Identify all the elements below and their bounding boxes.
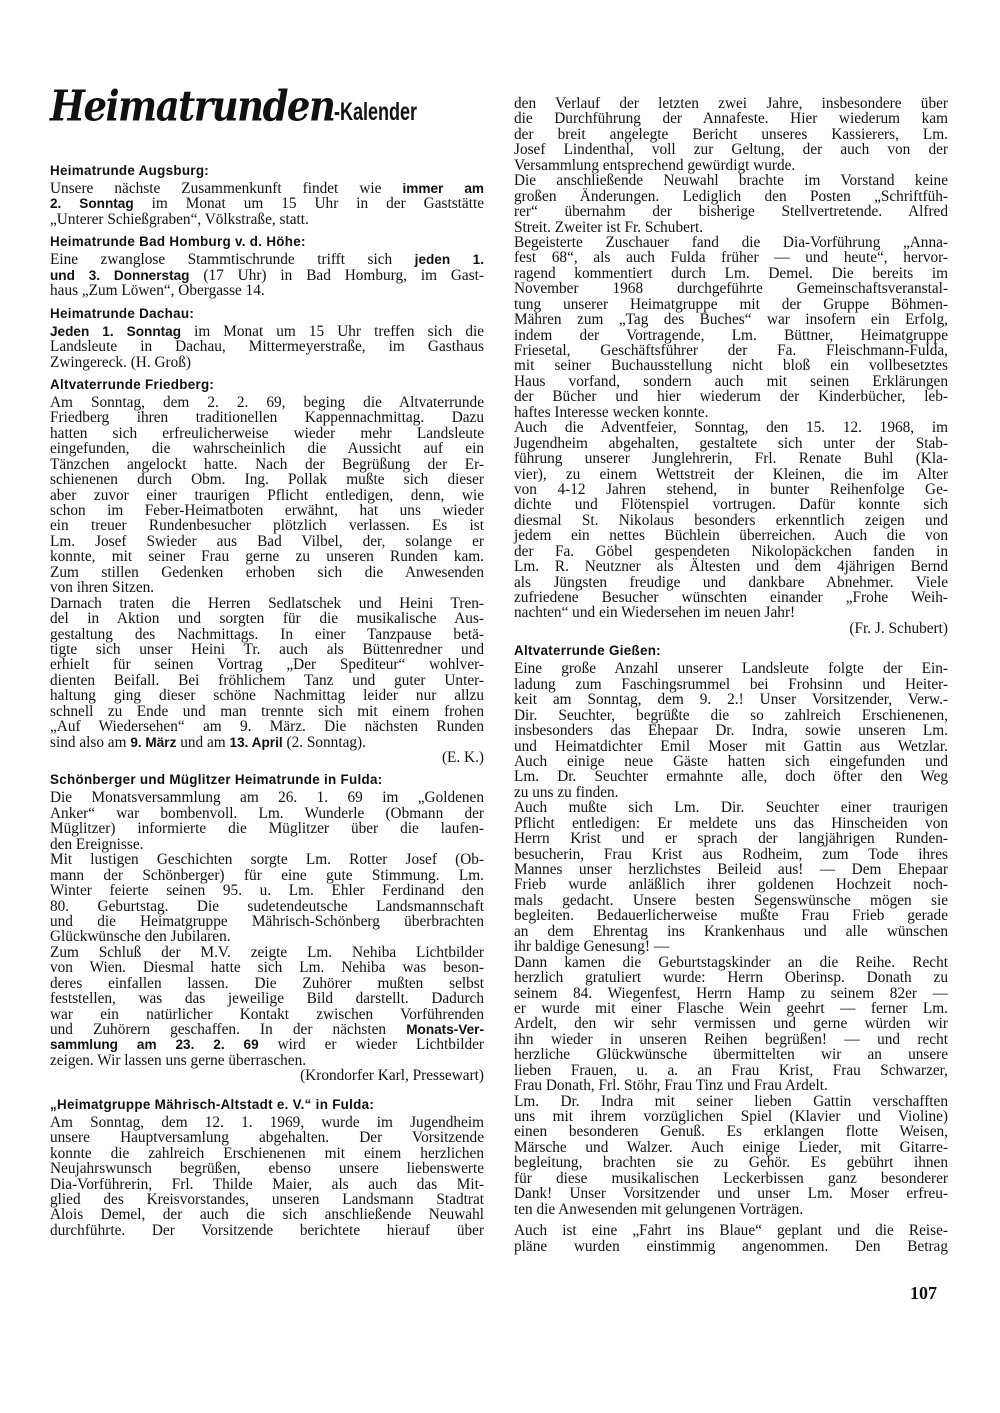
text-line: schienenen durch Obm. Ing. Pollak mußte sich dieser: [50, 471, 484, 489]
text-line: [50, 181, 484, 196]
text-line: Dank! Unser Vorsitzender und unser Lm. Moser erfreu-: [514, 1185, 948, 1203]
text-line: ten die Anwesenden mit gelungenen Vorträgen.: [514, 1200, 804, 1218]
text-line: ladung zum Faschingsrummel bei Frohsinn und Heiter-: [514, 675, 948, 693]
text-line: feststellen, was das jeweilige Bild darstellt. Dadurch: [50, 990, 484, 1008]
paragraph: [514, 1223, 948, 1254]
text-line: konnte, mit seiner Frau gerne zu unseren Runden kam.: [50, 548, 484, 566]
text-line: nachten“ und ein Wiedersehen im neuen Jahr!: [514, 604, 796, 622]
text-line: Am Sonntag, dem 2. 2. 69, beging die Altvaterrunde: [50, 393, 484, 411]
right-column-body: [514, 96, 948, 1254]
text-line: Auch einige neue Gäste hatten sich eingefunden und: [514, 752, 948, 770]
text-line: Tänzchen angelockt hatte. Nach der Begrüßung der Er-: [50, 455, 484, 473]
text-line: er wurde mit einer Flasche Wein geehrt — ferner Lm.: [514, 999, 948, 1017]
text-line: besucherin, Frau Krist aus Rodheim, zum Tode ihres: [514, 845, 948, 863]
text-line: Dia-Vorführerin, Frl. Thilde Maier, als auch das Mit-: [50, 1175, 484, 1193]
text-line: mit seiner Buchausstellung nicht bloß ein vollbesetztes: [514, 357, 948, 375]
paragraph: [50, 790, 484, 852]
text-line: herzlich gratuliert wurde: Herrn Oberinsp. Donath zu: [514, 969, 948, 987]
text-line: seinem 84. Wiegenfest, Herrn Hamp zu seinem 82er —: [514, 984, 948, 1002]
text-line: haus „Zum Löwen“, Obergasse 14.: [50, 282, 265, 300]
paragraph: [514, 1094, 948, 1218]
text-line: lieben Frauen, u. a. an Frau Krist, Frau Schwarzer,: [514, 1061, 948, 1079]
text-line: Zwingereck. (H. Groß): [50, 353, 192, 371]
signature: (Krondorfer Karl, Pressewart): [300, 1067, 484, 1085]
bold-text: 9. März: [130, 734, 177, 750]
text-line: ein treuer Rundenbesucher plötzlich verlassen. Es ist: [50, 517, 484, 535]
text-line: Zum Schluß der M.V. zeigte Lm. Nehiba Lichtbilder: [50, 943, 484, 961]
text-line: zu uns zu finden.: [514, 783, 619, 801]
text-line: führung unserer Junglehrerin, Frl. Renate Buhl (Kla-: [514, 450, 948, 468]
paragraph: [50, 1115, 484, 1239]
text-line: insbesonders das Ehepaar Dr. Indra, sowie unseren Lm.: [514, 722, 948, 740]
text-line: Friedberg ihren traditionellen Kappennachmittag. Dazu: [50, 409, 484, 427]
title-rest: -Kalender: [334, 98, 418, 126]
text-line: [50, 268, 484, 283]
text-line: Jugendheim abgehalten, gestaltete sich unter der Stab-: [514, 434, 948, 452]
page-number: 107: [910, 1283, 937, 1303]
text-line: [50, 196, 484, 211]
text-line: tung unserer Heimatgruppe mit der Gruppe Böhmen-: [514, 295, 948, 313]
bold-text: Monats-Ver-: [406, 1022, 484, 1038]
text-line: mann der Schönberger) für eine gute Stimmung. Lm.: [50, 866, 484, 884]
text-line: an dem Ehrentag ins Krankenhaus und alle wünschen: [514, 922, 948, 940]
text-segment: im Monat um 15 Uhr in der Gaststätte: [133, 195, 484, 213]
text-line: [50, 252, 484, 267]
text-line: eingefunden, die wahrscheinlich die Aussicht auf ein: [50, 440, 484, 458]
text-line: einen besonderen Genuß. Es erklangen flotte Weisen,: [514, 1123, 948, 1141]
text-line: [50, 1037, 484, 1052]
text-segment: und Zuhörern geschaffen. In der nächsten: [50, 1021, 407, 1039]
bold-text: Jeden 1. Sonntag: [50, 323, 182, 339]
text-line: diesmal St. Nikolaus besonders erkenntlich zeigen und: [514, 511, 948, 529]
text-line: Am Sonntag, dem 12. 1. 1969, wurde im Jugendheim: [50, 1113, 484, 1131]
text-line: Frau Donath, Frl. Stöhr, Frau Tinz und Frau Ardelt.: [514, 1077, 828, 1095]
text-line: mals gedacht. Unsere besten Segenswünsche mögen sie: [514, 891, 948, 909]
signature: (E. K.): [441, 749, 484, 766]
text-line: Auch die Adventfeier, Sonntag, den 15. 12. 1968, im: [514, 419, 948, 437]
bold-text: 2. Sonntag: [50, 196, 134, 212]
text-line: Die Monatsversammlung am 26. 1. 69 im „Goldenen: [50, 789, 484, 807]
text-line: Neujahrswunsch begrüßen, ebenso unsere liebenswerte: [50, 1160, 484, 1178]
text-line: Streit. Zweiter ist Fr. Schubert.: [514, 218, 704, 236]
section-heading: Altvaterrunde Gießen:: [514, 643, 661, 659]
text-line: der Bücher und hier wiederum der Kinderbücher, leb-: [514, 388, 948, 406]
text-line: Herrn Krist und er sprach der langjährigen Runden-: [514, 830, 948, 848]
text-segment: im Monat um 15 Uhr treffen sich die: [181, 322, 485, 340]
text-line: für diese musikalischen Leckerbissen ganz besonderer: [514, 1169, 948, 1187]
text-line: die Durchführung der Annafeste. Hier wiederum kam: [514, 110, 948, 128]
text-line: haltung ging dieser schöne Nachmittag leider nur allzu: [50, 687, 484, 705]
right-column: [514, 96, 948, 1254]
text-line: Josef Lindenthal, voll zur Geltung, der auch von der: [514, 141, 948, 159]
bold-text: und 3. Donnerstag: [50, 267, 190, 283]
text-line: herzliche Glückwünsche übermittelten wir an unsere: [514, 1046, 948, 1064]
section-heading: Heimatrunde Bad Homburg v. d. Höhe:: [50, 234, 306, 250]
text-line: „Auf Wiedersehen“ am 9. März. Die nächsten Runden: [50, 718, 484, 736]
text-line: November 1968 durchgeführte Gemeinschaftsveranstal-: [514, 280, 948, 298]
bold-text: immer am: [402, 181, 484, 196]
left-column: [50, 80, 485, 1239]
paragraph: [514, 420, 948, 621]
text-line: erhielt für seinen Vortrag „Der Spediteur“ wohlver-: [50, 656, 484, 674]
text-line: aber zuvor einer traurigen Pflicht entledigen, denn, wie: [50, 486, 484, 504]
text-line: Müglitzer) informierte die Müglitzer über die laufen-: [50, 820, 484, 838]
text-line: indem der Vortragende, Lm. Büttner, Heimatgruppe: [514, 326, 948, 344]
paragraph: [50, 181, 484, 227]
text-line: begleiten. Bedauerlicherweise mußte Frau Frieb gerade: [514, 907, 948, 925]
text-line: Lm. Josef Swieder aus Bad Vilbel, der, solange er: [50, 532, 484, 550]
text-segment: (2. Sonntag).: [282, 733, 366, 751]
paragraph: [50, 596, 484, 750]
title-script: Heimatrunden: [50, 80, 335, 132]
text-line: war ein natürlicher Kontakt zwischen Vorführenden: [50, 1005, 484, 1023]
text-line: der breit angelegte Bericht unseres Kassierers, Lm.: [514, 125, 948, 143]
text-line: Anker“ war bombenvoll. Lm. Wunderle (Obmann der: [50, 804, 484, 822]
text-line: Lm. Dr. Seuchter ermahnte alle, doch öfter den Weg: [514, 768, 948, 786]
text-line: jedem ein nettes Büchlein überreichen. Auch die von: [514, 527, 948, 545]
text-line: Ardelt, den wir sehr vermissen und gerne würden wir: [514, 1015, 948, 1033]
text-line: großen Änderungen. Lediglich den Posten „Schriftfüh-: [514, 187, 948, 205]
bold-text: sammlung am 23. 2. 69: [50, 1037, 259, 1053]
text-line: ragend kommentiert durch Lm. Demel. Die bereits im: [514, 264, 948, 282]
text-line: [50, 735, 484, 750]
text-line: gestaltung des Nachmittags. In einer Tanzpause betä-: [50, 625, 484, 643]
text-line: Mannes unser herzlichstes Beileid aus! — Dem Ehepaar: [514, 861, 948, 879]
text-line: unsere Hauptversamlung abgehalten. Der Vorsitzende: [50, 1129, 484, 1147]
text-line: Eine große Anzahl unserer Landsleute folgte der Ein-: [514, 660, 948, 678]
text-segment: Unsere nächste Zusammenkunft findet wie: [50, 180, 403, 197]
text-line: und die Heimatgruppe Mährisch-Schönberg überbrachten: [50, 912, 484, 930]
text-line: Dann kamen die Geburtstagskinder an die Reihe. Recht: [514, 953, 948, 971]
text-line: Versammlung entsprechend gewürdigt wurde.: [514, 156, 796, 174]
paragraph: [514, 96, 948, 173]
paragraph: [514, 173, 948, 235]
text-line: Auch mußte sich Lm. Dir. Seuchter einer traurigen: [514, 799, 948, 817]
text-line: begleitung, brachten sie zu Gehör. Es gebührt ihnen: [514, 1154, 948, 1172]
bold-text: 13. April: [229, 734, 283, 750]
text-line: Zum stillen Gedenken erhoben sich die Anwesenden: [50, 563, 484, 581]
paragraph: [50, 852, 484, 945]
text-segment: und am: [176, 733, 230, 751]
text-line: Darnach traten die Herren Sedlatschek und Heini Tren-: [50, 594, 484, 612]
section-heading: Altvaterrunde Friedberg:: [50, 376, 215, 392]
text-line: deres einfallen lassen. Die Zuhörer mußten selbst: [50, 974, 484, 992]
text-line: rer“ übernahm der bisherige Stellvertretende. Alfred: [514, 203, 948, 221]
text-line: den Ereignisse.: [50, 835, 144, 853]
text-line: Haus vorfand, sondern auch mit seinen Erklärungen: [514, 372, 948, 390]
signature: (Fr. J. Schubert): [849, 619, 948, 637]
text-line: schon im Feber-Heimatboten erwähnt, hat uns wieder: [50, 502, 484, 519]
section-heading: Heimatrunde Dachau:: [50, 305, 195, 321]
text-line: haftes Interesse wecken konnte.: [514, 403, 709, 421]
text-line: Friesetal, Geschäftsführer der Fa. Fleischmann-Fulda,: [514, 342, 948, 359]
text-line: durchführte. Der Vorsitzende berichtete hierauf über: [50, 1221, 484, 1239]
text-line: Lm. Dr. Indra mit seiner lieben Gattin verschafften: [514, 1092, 948, 1110]
text-line: dichte und Flötenspiel vortrugen. Dafür konnte sich: [514, 496, 948, 514]
text-line: schnell zu Ende und man trennte sich mit einem frohen: [50, 702, 484, 720]
page-title: [50, 80, 484, 156]
text-line: fest 68“, als auch Fulda früher — und heute“, hervor-: [514, 249, 948, 267]
text-line: Märsche und Walzer. Auch einige Lieder, mit Gitarre-: [514, 1138, 948, 1156]
section-heading: „Heimatgruppe Mährisch-Altstadt e. V.“ in Fulda:: [50, 1096, 375, 1112]
text-line: „Unterer Schießgraben“, Völkstraße, statt.: [50, 210, 309, 228]
text-line: Winter feierte seinen 95. u. Lm. Ehler Ferdinand den: [50, 882, 484, 900]
text-line: Mit lustigen Geschichten sorgte Lm. Rotter Josef (Ob-: [50, 851, 484, 869]
text-line: ihn wieder in unseren Reihen begrüßen! — und recht: [514, 1030, 948, 1048]
text-line: [50, 324, 484, 339]
text-line: von 4-12 Jahren stehend, in bunter Reihenfolge Ge-: [514, 480, 948, 498]
text-segment: Eine zwanglose Stammtischrunde trifft sich: [50, 251, 415, 269]
section-heading: Schönberger und Müglitzer Heimatrunde in Fulda:: [50, 772, 383, 788]
text-line: tigte sich unser Heini Tr. auch als Büttenredner und: [50, 640, 484, 658]
text-line: dienten Beifall. Bei fröhlichem Tanz und guter Unter-: [50, 671, 484, 689]
text-line: Landsleute in Dachau, Mittermeyerstraße, im Gasthaus: [50, 338, 484, 356]
text-line: del in Aktion und sorgten für die musikalische Aus-: [50, 610, 484, 628]
text-line: von ihren Sitzen.: [50, 579, 155, 597]
text-line: vier), zu einem Wettstreit der Kleinen, die im Alter: [514, 465, 948, 483]
text-line: uns mit ihrem vorzüglichen Spiel (Klavier und Violine): [514, 1108, 948, 1126]
text-line: hatten sich erfreulicherweise wieder mehr Landsleute: [50, 424, 484, 442]
bold-text: jeden 1.: [414, 252, 484, 268]
text-line: der Fa. Göbel gespendeten Nikolopäckchen fanden in: [514, 542, 948, 560]
text-line: ihr baldige Genesung! —: [514, 938, 670, 956]
text-line: pläne wurden einstimmig angenommen. Den Betrag: [514, 1237, 948, 1255]
text-segment: wird er wieder Lichtbilder: [258, 1036, 484, 1054]
text-line: konnte die zahlreich Erschienenen mit einem herzlichen: [50, 1144, 484, 1162]
text-line: Auch ist eine „Fahrt ins Blaue“ geplant und die Reise-: [514, 1222, 948, 1240]
text-line: Frieb wurde anläßlich ihrer goldenen Hochzeit noch-: [514, 876, 948, 894]
paragraph: [50, 324, 484, 370]
left-column-body: [50, 163, 484, 1238]
text-segment: (17 Uhr) in Bad Homburg, im Gast-: [189, 266, 484, 284]
paragraph: [514, 661, 948, 800]
section-heading: Heimatrunde Augsburg:: [50, 163, 210, 178]
text-line: Mähren zum „Tag des Buches“ war insofern ein Erfolg,: [514, 311, 948, 329]
text-segment: sind also am: [50, 733, 131, 751]
paragraph: [50, 252, 484, 298]
text-line: Die anschließende Neuwahl brachte im Vorstand keine: [514, 172, 948, 190]
text-line: als Jüngsten freudige und dankbare Abnehmer. Viele: [514, 573, 948, 591]
text-line: 80. Geburtstag. Die sudetendeutsche Landsmannschaft: [50, 897, 484, 915]
text-line: keit am Sonntag, dem 9. 2.! Unser Vorsitzender, Verw.-: [514, 691, 948, 709]
text-line: [50, 1022, 484, 1037]
text-line: Begeisterte Zuschauer fand die Dia-Vorführung „Anna-: [514, 233, 948, 251]
text-line: und Heimatdichter Emil Moser mit Gattin aus Wetzlar.: [514, 737, 948, 755]
paragraph: [50, 395, 484, 596]
text-line: den Verlauf der letzten zwei Jahre, insbesondere über: [514, 95, 948, 112]
text-line: zeigen. Wir lassen uns gerne überraschen.: [50, 1051, 307, 1069]
paragraph: [50, 945, 484, 1069]
text-line: von Wien. Diesmal hatte sich Lm. Nehiba was beson-: [50, 959, 484, 977]
text-line: Glückwünsche den Jubilaren.: [50, 928, 231, 946]
text-line: Lm. R. Neutzner als Ältesten und dem 4jährigen Bernd: [514, 558, 948, 576]
paragraph: [514, 235, 948, 420]
paragraph: [514, 800, 948, 954]
text-line: Dir. Seuchter, begrüßte die so zahlreich Erschienenen,: [514, 706, 948, 724]
paragraph: [514, 955, 948, 1094]
text-line: glied des Kreisvorstandes, unseren Landsmann Stadtrat: [50, 1190, 484, 1208]
text-line: Pflicht entledigen: Er meldete uns das Hinscheiden von: [514, 814, 948, 832]
text-line: Alois Demel, der auch die sich anschließende Neuwahl: [50, 1206, 484, 1224]
text-line: zufriedene Besucher wünschten einander „Frohe Weih-: [514, 589, 948, 606]
